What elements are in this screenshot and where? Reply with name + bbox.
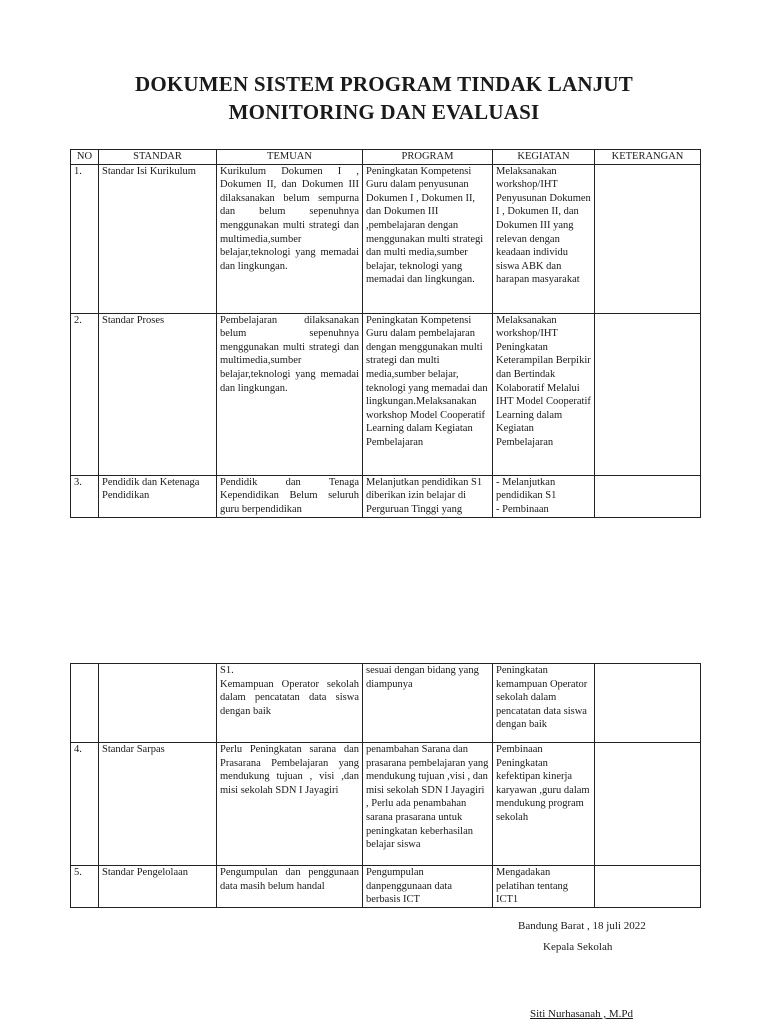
cell-keterangan — [595, 743, 701, 866]
table-row — [71, 313, 701, 475]
header-keterangan: KETERANGAN — [595, 150, 701, 165]
cell-temuan — [217, 475, 363, 517]
table-row — [71, 866, 701, 908]
title-line-1: DOKUMEN SISTEM PROGRAM TINDAK LANJUT — [134, 72, 633, 96]
cell-keterangan — [595, 313, 701, 475]
cell-temuan: Pengumpulan dan penggunaan data masih belum handal — [217, 866, 363, 908]
cell-program: penambahan Sarana dan prasarana pembelajaran yang mendukung tujuan ,visi , dan misi sekolah SDN I Jayagiri , Perlu ada penambahan sarana prasarana untuk peningkatan keberhasilan belajar siswa — [363, 743, 493, 866]
table-row — [71, 743, 701, 866]
header-kegiatan: KEGIATAN — [493, 150, 595, 165]
table-row — [71, 164, 701, 313]
cell-kegiatan: Melaksanakan workshop/IHT Peningkatan Keterampilan Berpikir dan Bertindak Kolaboratif Melalui IHT Model Cooperatif Learning dalam Kegiatan Pembelajaran — [493, 313, 595, 475]
cell-no: 3. — [71, 475, 99, 517]
cell-keterangan — [595, 475, 701, 517]
header-no: NO — [71, 150, 99, 165]
cell-no — [71, 664, 99, 743]
cell-kegiatan: Pembinaan Peningkatan kefektipan kinerja karyawan ,guru dalam mendukung program sekolah — [493, 743, 595, 866]
program-table — [70, 149, 701, 518]
cell-standar: Standar Isi Kurikulum — [99, 164, 217, 313]
cell-keterangan — [595, 866, 701, 908]
table-row — [71, 664, 701, 743]
cell-kegiatan: Melaksanakan workshop/IHT Penyusunan Dokumen I , Dokumen II, dan Dokumen III yang relevan dengan keadaan individu siswa ABK dan harapan masyarakat — [493, 164, 595, 313]
cell-program: sesuai dengan bidang yang diampunya — [363, 664, 493, 743]
cell-program: Peningkatan Kompetensi Guru dalam penyusunan Dokumen I , Dokumen II, dan Dokumen III ,pembelajaran dengan menggunakan multi strategi dan multi media,sumber belajar, teknologi yang memadai dan lingkungan. — [363, 164, 493, 313]
cell-no: 4. — [71, 743, 99, 866]
header-temuan: TEMUAN — [217, 150, 363, 165]
cell-program — [363, 475, 493, 517]
cell-temuan: Pembelajaran dilaksanakan belum sepenuhnya menggunakan multi strategi dan multimedia,sumber belajar,teknologi yang memadai dan lingkungan. — [217, 313, 363, 475]
table-row — [71, 475, 701, 517]
cell-kegiatan: Peningkatan kemampuan Operator sekolah dalam pencatatan data siswa dengan baik — [493, 664, 595, 743]
header-standar: STANDAR — [99, 150, 217, 165]
signer-name: Siti Nurhasanah , M.Pd — [530, 1008, 633, 1020]
cell-standar: Standar Pengelolaan — [99, 866, 217, 908]
cell-temuan: Kurikulum Dokumen I , Dokumen II, dan Dokumen III dilaksanakan belum sempurna dan belum sepenuhnya menggunakan multi strategi dan multimedia,sumber belajar,teknologi yang memadai dan lingkungan. — [217, 164, 363, 313]
cell-program: Pengumpulan danpenggunaan data berbasis ICT — [363, 866, 493, 908]
cell-standar: Standar Sarpas — [99, 743, 217, 866]
header-program: PROGRAM — [363, 150, 493, 165]
cell-temuan: Perlu Peningkatan sarana dan Prasarana Pembelajaran yang mendukung tujuan , visi ,dan misi sekolah SDN I Jayagiri — [217, 743, 363, 866]
cell-keterangan — [595, 164, 701, 313]
cell-keterangan — [595, 664, 701, 743]
title-line-2: MONITORING DAN EVALUASI — [228, 100, 540, 124]
cell-standar: Standar Proses — [99, 313, 217, 475]
cell-kegiatan — [493, 475, 595, 517]
cell-temuan-text: Pendidik dan Tenaga Kependidikan Belum seluruh guru berpendidikan — [220, 476, 359, 515]
cell-program: Peningkatan Kompetensi Guru dalam pembelajaran dengan menggunakan multi strategi dan multi media,sumber belajar, teknologi yang memadai dan lingkungan.Melaksanakan workshop Model Cooperatif Learning dalam Kegiatan Pembelajaran — [363, 313, 493, 475]
place-date: Bandung Barat , 18 juli 2022 — [518, 920, 646, 932]
cell-kegiatan-text: - Melanjutkan pendidikan S1 - Pembinaan — [496, 476, 557, 515]
cell-standar — [99, 664, 217, 743]
program-table-continued — [70, 663, 701, 908]
cell-program-text: Melanjutkan pendidikan S1 diberikan izin belajar di Perguruan Tinggi yang — [366, 476, 483, 515]
document-title — [0, 70, 768, 126]
cell-standar: Pendidik dan Ketenaga Pendidikan — [99, 475, 217, 517]
signer-role: Kepala Sekolah — [543, 941, 613, 953]
table-header-row — [71, 150, 701, 165]
cell-no: 2. — [71, 313, 99, 475]
cell-kegiatan: Mengadakan pelatihan tentang ICT1 — [493, 866, 595, 908]
cell-no: 1. — [71, 164, 99, 313]
cell-no: 5. — [71, 866, 99, 908]
cell-temuan: S1. Kemampuan Operator sekolah dalam pencatatan data siswa dengan baik — [217, 664, 363, 743]
